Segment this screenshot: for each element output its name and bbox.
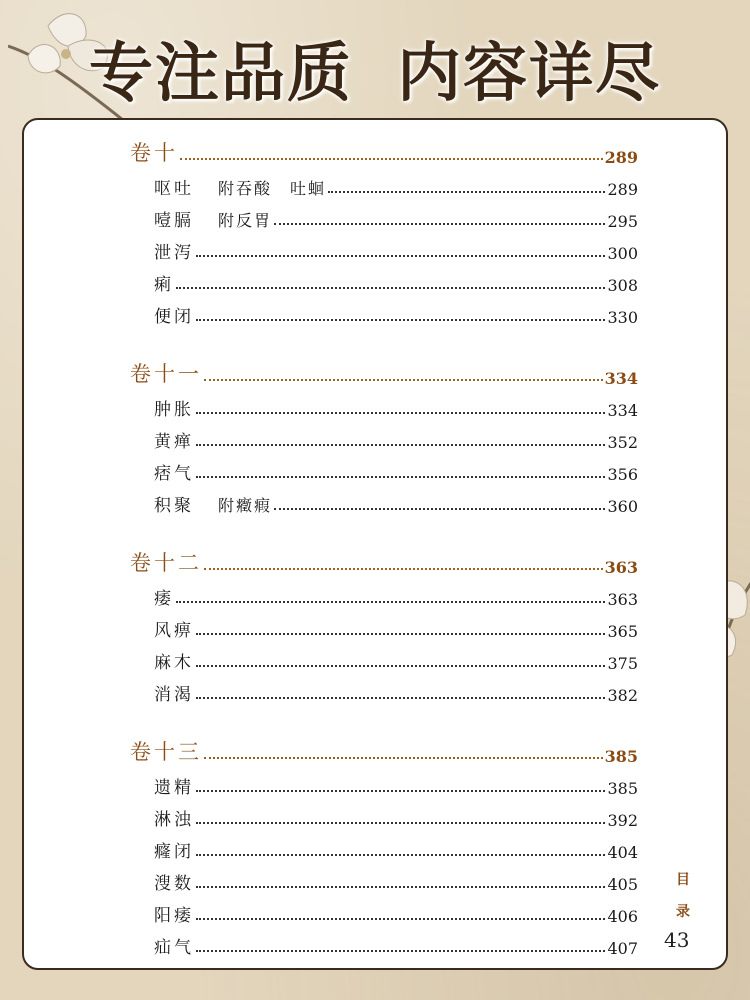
leader-dots: [196, 412, 605, 414]
entry-page: 295: [607, 212, 638, 231]
leader-dots: [204, 757, 603, 759]
entry-page: 289: [607, 180, 638, 199]
toc-entry-row[interactable]: [130, 830, 638, 862]
page-number: 43: [664, 928, 690, 952]
toc-section: [130, 357, 638, 516]
headline-part-1: 专注品质: [89, 36, 353, 111]
entry-title: 疝气: [154, 938, 194, 958]
toc-entry-row[interactable]: [130, 420, 638, 452]
entry-page: 356: [607, 465, 638, 484]
volume-title: 卷十: [130, 141, 178, 165]
entry-title: 便闭: [154, 307, 194, 327]
entry-page: 330: [607, 308, 638, 327]
table-of-contents: [130, 136, 638, 988]
toc-entry-row[interactable]: [130, 263, 638, 295]
entry-page: 385: [607, 779, 638, 798]
page-headline: [0, 22, 750, 114]
entry-title: 溲数: [154, 874, 194, 894]
entry-page: 300: [607, 244, 638, 263]
toc-card: [22, 118, 728, 970]
toc-entry-row[interactable]: [130, 862, 638, 894]
entry-page: 365: [607, 622, 638, 641]
toc-entry-row[interactable]: [130, 641, 638, 673]
entry-title: 遗精: [154, 778, 194, 798]
entry-title: 噎膈: [154, 211, 194, 231]
toc-entry-row[interactable]: [130, 926, 638, 958]
leader-dots: [196, 255, 605, 257]
volume-page: 363: [604, 558, 638, 577]
volume-title: 卷十三: [130, 740, 202, 764]
leader-dots: [176, 287, 605, 289]
leader-dots: [196, 476, 605, 478]
toc-entry-row[interactable]: [130, 766, 638, 798]
leader-dots: [274, 508, 605, 510]
leader-dots: [176, 601, 605, 603]
entry-page: 407: [607, 939, 638, 958]
entry-title: 癃闭: [154, 842, 194, 862]
toc-volume-row[interactable]: [130, 357, 638, 388]
entry-title: 痞气: [154, 464, 194, 484]
entry-title: 肿胀: [154, 400, 194, 420]
toc-section: [130, 546, 638, 705]
toc-entry-row[interactable]: [130, 798, 638, 830]
toc-volume-row[interactable]: [130, 136, 638, 167]
toc-section: [130, 735, 638, 958]
leader-dots: [196, 822, 605, 824]
entry-page: 334: [607, 401, 638, 420]
leader-dots: [196, 665, 605, 667]
toc-entry-row[interactable]: [130, 388, 638, 420]
entry-page: 363: [607, 590, 638, 609]
volume-page: 385: [604, 747, 638, 766]
entry-title: 痿: [154, 589, 174, 609]
toc-entry-row[interactable]: [130, 167, 638, 199]
side-label: [672, 864, 694, 928]
entry-page: 352: [607, 433, 638, 452]
toc-section: [130, 136, 638, 327]
entry-page: 375: [607, 654, 638, 673]
entry-title: 麻木: [154, 653, 194, 673]
leader-dots: [196, 886, 605, 888]
entry-title: 阳痿: [154, 906, 194, 926]
entry-title: 呕吐: [154, 179, 194, 199]
leader-dots: [180, 158, 603, 160]
entry-title: 痢: [154, 275, 174, 295]
entry-page: 404: [607, 843, 638, 862]
leader-dots: [196, 854, 605, 856]
entry-page: 382: [607, 686, 638, 705]
toc-entry-row[interactable]: [130, 673, 638, 705]
toc-entry-row[interactable]: [130, 452, 638, 484]
entry-title: 消渴: [154, 685, 194, 705]
leader-dots: [204, 568, 603, 570]
entry-title: 风痹: [154, 621, 194, 641]
toc-entry-row[interactable]: [130, 295, 638, 327]
entry-page: 308: [607, 276, 638, 295]
leader-dots: [274, 223, 605, 225]
headline-part-2: 内容详尽: [397, 36, 661, 111]
entry-page: 392: [607, 811, 638, 830]
leader-dots: [204, 379, 603, 381]
toc-entry-row[interactable]: [130, 894, 638, 926]
toc-entry-row[interactable]: [130, 484, 638, 516]
entry-subtitle: 附吞酸 吐蛔: [218, 179, 327, 198]
entry-subtitle: 附反胃: [218, 211, 273, 230]
entry-title: 黄瘅: [154, 432, 194, 452]
toc-volume-row[interactable]: [130, 546, 638, 577]
leader-dots: [196, 697, 605, 699]
toc-entry-row[interactable]: [130, 199, 638, 231]
entry-title: 积聚: [154, 496, 194, 516]
side-label-char: 录: [676, 904, 690, 920]
toc-volume-row[interactable]: [130, 735, 638, 766]
toc-entry-row[interactable]: [130, 577, 638, 609]
leader-dots: [328, 191, 605, 193]
leader-dots: [196, 444, 605, 446]
side-label-char: 目: [676, 872, 690, 888]
toc-entry-row[interactable]: [130, 231, 638, 263]
volume-page: 334: [604, 369, 638, 388]
entry-title: 淋浊: [154, 810, 194, 830]
volume-title: 卷十二: [130, 551, 202, 575]
volume-title: 卷十一: [130, 362, 202, 386]
leader-dots: [196, 319, 605, 321]
leader-dots: [196, 790, 605, 792]
leader-dots: [196, 918, 605, 920]
leader-dots: [196, 950, 605, 952]
toc-entry-row[interactable]: [130, 609, 638, 641]
entry-page: 360: [607, 497, 638, 516]
volume-page: 289: [604, 148, 638, 167]
entry-page: 406: [607, 907, 638, 926]
entry-page: 405: [607, 875, 638, 894]
leader-dots: [196, 633, 605, 635]
entry-title: 泄泻: [154, 243, 194, 263]
entry-subtitle: 附癥瘕: [218, 496, 273, 515]
